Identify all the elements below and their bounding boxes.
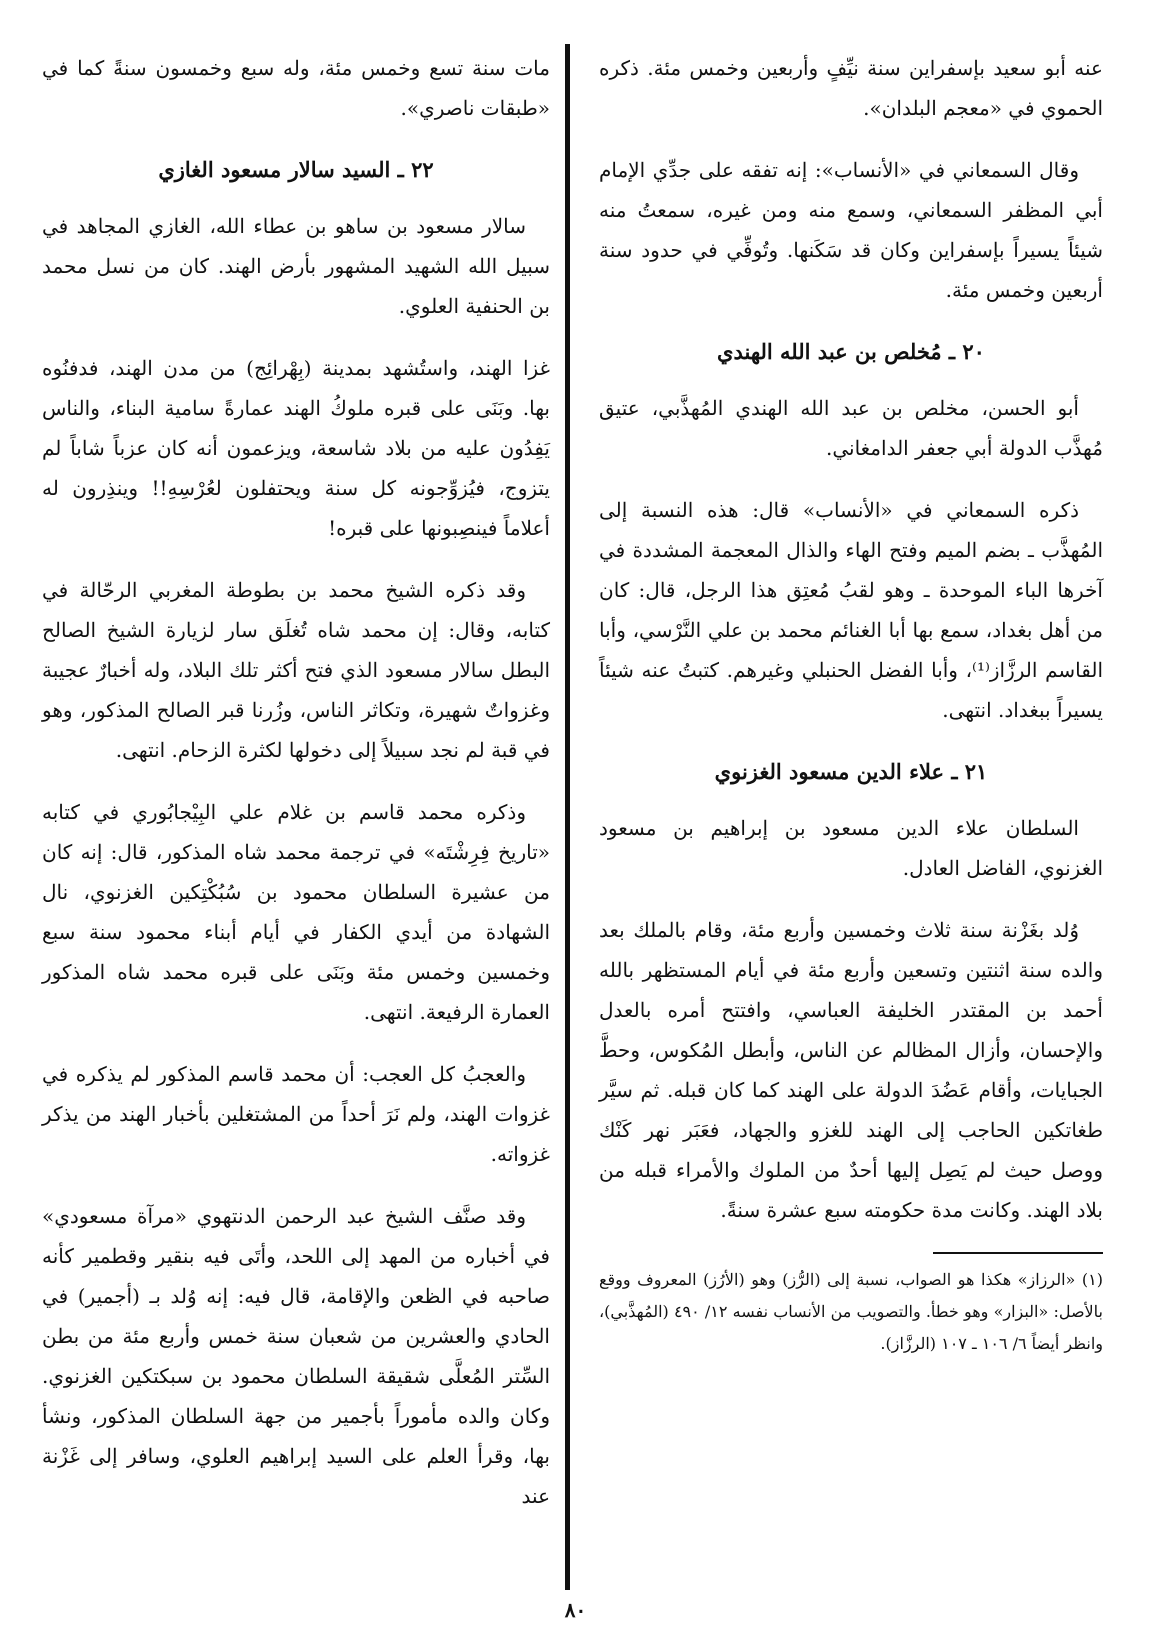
left-column [42,48,550,1538]
page-number: ٨٠ [564,1598,587,1622]
section-heading-21: ٢١ ـ علاء الدين مسعود الغزنوي [714,759,988,784]
paragraph: سالار مسعود بن ساهو بن عطاء الله، الغازي المجاهد في سبيل الله الشهيد المشهور بأرض الهند. كان من نسل محمد بن الحنفية العلوي. [42,214,550,318]
paragraph: ذكره السمعاني في «الأنساب» قال: هذه النسبة إلى المُهذَّب ـ بضم الميم وفتح الهاء والذال المعجمة المشددة في آخرها الباء الموحدة ـ وهو لقبُ مُعتِق هذا الرجل، قال: كان من أهل بغداد، سمع بها أبا الغنائم محمد بن علي النَّرْسي، وأبا القاسم الرزَّاز⁽¹⁾، وأبا الفضل الحنبلي وغيرهم. كتبتُ عنه شيئاً يسيراً ببغداد. انتهى. [599,498,1103,722]
paragraph: وُلد بغَزْنة سنة ثلاث وخمسين وأربع مئة، وقام بالملك بعد والده سنة اثنتين وتسعين وأربع مئة في أيام المستظهر بالله أحمد بن المقتدر الخليفة العباسي، وافتتح أمره بالعدل والإحسان، وأزال المظالم عن الناس، وأبطل المُكوس، وحطَّ الجبايات، وأقام عَضُدَ الدولة على الهند كما كان قبله. ثم سيَّر طغاتكين الحاجب إلى الهند للغزو والجهاد، فعَبَر نهر كَنْك ووصل حيث لم يَصِل إليها أحدٌ من الملوك والأمراء قبله من بلاد الهند. وكانت مدة حكومته سبع عشرة سنةً. [599,918,1103,1222]
paragraph: وقال السمعاني في «الأنساب»: إنه تفقه على جدِّي الإمام أبي المظفر السمعاني، وسمع منه ومن غيره، سمعتُ منه شيئاً يسيراً بإسفراين وكان قد سَكَنها. وتُوفِّي في حدود سنة أربعين وخمس مئة. [599,158,1103,302]
paragraph: وقد ذكره الشيخ محمد بن بطوطة المغربي الرحّالة في كتابه، وقال: إن محمد شاه تُغلَق سار لزيارة الشيخ الصالح البطل سالار مسعود الذي فتح أكثر تلك البلاد، وله أخبارٌ عجيبة وغزواتٌ شهيرة، وتكاثر الناس، وزُرنا قبر الصالح المذكور، وهو في قبة لم نجد سبيلاً إلى دخولها لكثرة الزحام. انتهى. [42,578,550,762]
paragraph: والعجبُ كل العجب: أن محمد قاسم المذكور لم يذكره في غزوات الهند، ولم نَرَ أحداً من المشتغلين بأخبار الهند من يذكر غزواته. [42,1062,550,1166]
paragraph: مات سنة تسع وخمس مئة، وله سبع وخمسون سنةً كما في «طبقات ناصري». [42,56,550,120]
section-heading-22: ٢٢ ـ السيد سالار مسعود الغازي [158,157,434,182]
paragraph: وقد صنَّف الشيخ عبد الرحمن الدنتهوي «مرآة مسعودي» في أخباره من المهد إلى اللحد، وأتَى فيه بنقير وقطمير كأنه صاحبه في الظعن والإقامة، قال فيه: إنه وُلد بـ (أجمير) في الحادي والعشرين من شعبان سنة خمس وأربع مئة من بطن السِّتر المُعلَّى شقيقة السلطان محمود بن سبكتكين الغزنوي. وكان والده مأموراً بأجمير من جهة السلطان المذكور، ونشأ بها، وقرأ العلم على السيد إبراهيم العلوي، وسافر إلى غَزْنة عند [42,1204,550,1508]
paragraph: غزا الهند، واستُشهد بمدينة (بِهْرائِج) من مدن الهند، فدفنُوه بها. وبَنَى على قبره ملوكُ الهند عمارةً سامية البناء، والناس يَفِدُون عليه من بلاد شاسعة، ويزعمون أنه كان عزباً شاباً لم يتزوج، فيُزوِّجونه كل سنة ويحتفلون لعُرْسِهِ!! وينذِرون له أعلاماً فينصِبونها على قبره! [42,356,551,540]
paragraph: وذكره محمد قاسم بن غلام علي البِيْجابُوري في كتابه «تاريخ فِرِشْتَه» في ترجمة محمد شاه المذكور، قال: إنه كان من عشيرة السلطان محمود بن سُبُكْتِكين الغزنوي، نال الشهادة من أيدي الكفار في أيام أبناء محمود سنة سبع وخمسين وخمس مئة وبَنَى على قبره محمد شاه المذكور العمارة الرفيعة. انتهى. [42,800,550,1024]
footnote: (١) «الرزاز» هكذا هو الصواب، نسبة إلى (الرُّز) وهو (الأرُز) المعروف ووقع بالأصل: «البزار» وهو خطأ. والتصويب من الأنساب نفسه ١٢/ ٤٩٠ (المُهذَّبي)، وانظر أيضاً ٦/ ١٠٦ ـ ١٠٧ (الرزَّاز). [599,1270,1104,1353]
column-divider [565,44,570,1590]
right-column [599,48,1103,1360]
footnote-divider [933,1252,1103,1254]
section-heading-20: ٢٠ ـ مُخلص بن عبد الله الهندي [717,339,985,364]
paragraph: أبو الحسن، مخلص بن عبد الله الهندي المُهذَّبي، عتيق مُهذَّب الدولة أبي جعفر الدامغاني. [599,396,1103,460]
paragraph: عنه أبو سعيد بإسفراين سنة نيِّفٍ وأربعين وخمس مئة. ذكره الحموي في «معجم البلدان». [599,56,1103,120]
paragraph: السلطان علاء الدين مسعود بن إبراهيم بن مسعود الغزنوي، الفاضل العادل. [599,816,1103,880]
